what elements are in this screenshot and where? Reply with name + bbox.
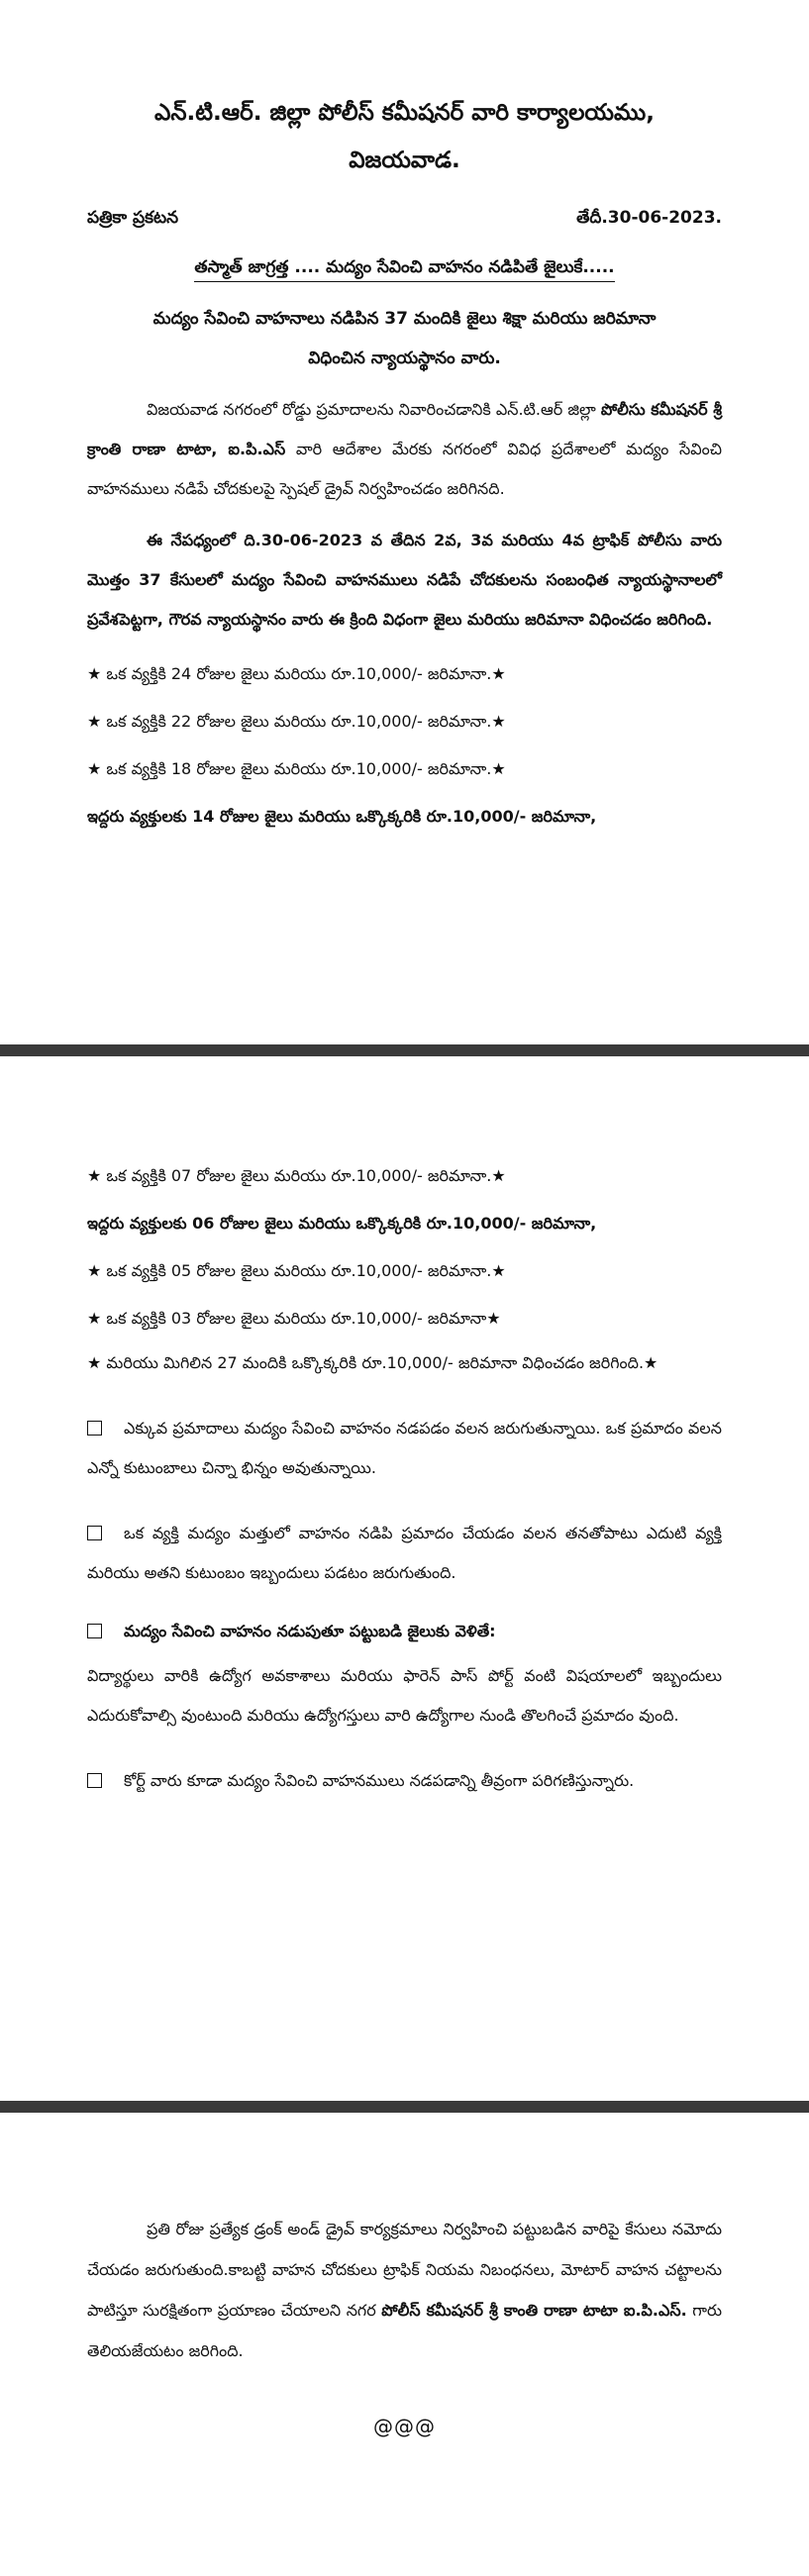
awareness-heading-text: మద్యం సేవించి వాహనం నడుపుతూ పట్టుబడి జైలుకు వెళితే: (124, 1622, 496, 1640)
page-separator (0, 2101, 809, 2113)
checkbox-square-icon (87, 1526, 102, 1540)
end-mark: @@@ (373, 2415, 436, 2438)
consequence-paragraph: విద్యార్థులు వారికి ఉద్యోగ అవకాశాలు మరియు ఫారెన్ పాస్ పోర్ట్ వంటి విషయాలలో ఇబ్బందులు ఎదురుకోవాల్సి వుంటుంది మరియు ఉద్యోగస్తులు వారి ఉద్యోగాల నుండి తొలగించే ప్రమాదం వుంది. (87, 1666, 722, 1725)
awareness-point (87, 1409, 722, 1488)
awareness-point (87, 1514, 722, 1593)
awareness-point (87, 1761, 722, 1801)
subheading (87, 299, 722, 378)
page-2 (0, 1056, 809, 2101)
closing-paragraph (87, 2209, 722, 2371)
press-date: తేదీ.30-06-2023. (576, 208, 722, 228)
press-meta (87, 208, 722, 232)
sentence-item: ★ ఒక వ్యక్తికి 18 రోజుల జైలు మరియు రూ.10,000/- జరిమానా.★ (87, 759, 506, 778)
sentence-item: ★ ఒక వ్యక్తికి 22 రోజుల జైలు మరియు రూ.10,000/- జరిమానా.★ (87, 712, 506, 731)
subheading-line-2: విధించిన న్యాయస్థానం వారు. (308, 348, 501, 368)
press-release-label: పత్రికా ప్రకటన (87, 208, 179, 228)
office-title: ఎన్.టి.ఆర్. జిల్లా పోలీస్ కమీషనర్ వారి కార్యాలయము, (153, 100, 656, 126)
intro-paragraph (87, 390, 722, 509)
cases-paragraph: ఈ నేపధ్యంలో ది.30-06-2023 వ తేదిన 2వ, 3వ మరియు 4వ ట్రాఫిక్ పోలీసు వారు మొత్తం 37 కేసులలో మద్యం సేవించి వాహనములు నడిపే చోదకులను సంబంధిత న్యాయస్థానాలలో ప్రవేశపెట్టగా, గౌరవ న్యాయస్థానం వారు ఈ క్రింది విధంగా జైలు మరియు జరిమానా విధించడం జరిగింది. (87, 531, 722, 629)
page-1 (0, 0, 809, 1044)
subheading-line-1: మద్యం సేవించి వాహనాలు నడిపిన 37 మందికి జైలు శిక్షా మరియు జరిమానా (152, 309, 657, 329)
sentence-item: ★ ఒక వ్యక్తికి 07 రోజుల జైలు మరియు రూ.10,000/- జరిమానా.★ (87, 1166, 506, 1185)
awareness-text: కోర్ట్ వారు కూడా మద్యం సేవించి వాహనములు నడపడాన్ని తీవ్రంగా పరిగణిస్తున్నారు. (124, 1771, 635, 1790)
commissioner-name: పోలీసు కమీషనర్ శ్రీ క్రాంతి రాణా టాటా, ఐ.పి.ఎస్ (87, 400, 723, 458)
page-3 (0, 2113, 809, 2576)
checkbox-square-icon (87, 1773, 102, 1788)
awareness-text: ఒక వ్యక్తి మద్యం మత్తులో వాహనం నడిపి ప్రమాదం చేయడం వలన తనతోపాటు ఎదుటి వ్యక్తి మరియు అతని కుటుంబం ఇబ్బందులు పడటం జరుగుతుంది. (87, 1524, 722, 1582)
checkbox-square-icon (87, 1421, 102, 1436)
intro-text-a: విజయవాడ నగరంలో రోడ్డు ప్రమాదాలను నివారించడానికి ఎన్.టి.ఆర్ జిల్లా (147, 400, 596, 419)
headline-text: తస్మాత్ జాగ్రత్త .... మద్యం సేవించి వాహనం నడిపితే జైలుకే..... (194, 257, 614, 282)
awareness-heading (87, 1619, 722, 1644)
headline (87, 257, 722, 281)
sentence-item: ★ ఒక వ్యక్తికి 05 రోజుల జైలు మరియు రూ.10,000/- జరిమానా.★ (87, 1261, 506, 1280)
checkbox-square-icon (87, 1624, 102, 1638)
sentence-item: ★ ఒక వ్యక్తికి 24 రోజుల జైలు మరియు రూ.10,000/- జరిమానా.★ (87, 664, 506, 683)
commissioner-name: పోలీస్ కమీషనర్ శ్రీ కాంతి రాణా టాటా ఐ.పి.ఎస్. (381, 2301, 687, 2320)
awareness-text: ఎక్కువ ప్రమాదాలు మద్యం సేవించి వాహనం నడపడం వలన జరుగుతున్నాయి. ఒక ప్రమాదం వలన ఎన్నో కుటుంబాలు చిన్నా భిన్నం అవుతున్నాయి. (87, 1419, 722, 1477)
page-separator (0, 1044, 809, 1056)
closing-text-a: ప్రతి రోజు ప్రత్యేక డ్రంక్ అండ్ డ్రైవ్ కార్యక్రమాలు నిర్వహించి పట్టుబడిన వారిపై కేసులు నమోదు చేయడం జరుగుతుంది.కాబట్టి వాహన చోదకులు ట్రాఫిక్ నియమ నిబంధనలు, మోటార్ వాహన చట్టాలను పాటిస్తూ సురక్షితంగా ప్రయాణం చేయాలని నగర (87, 2220, 722, 2320)
closing-text-b: గారు తెలియజేయటం జరిగింది. (87, 2301, 722, 2360)
sentence-item-bold: ఇద్దరు వ్యక్తులకు 14 రోజుల జైలు మరియు ఒక్కొక్కరికి రూ.10,000/- జరిమానా, (87, 807, 597, 826)
intro-text-b: వారి ఆదేశాల మేరకు నగరంలో వివిధ ప్రదేశాలలో మద్యం సేవించి వాహనములు నడిపే చోదకులపై స్పెషల్ డ్రైవ్ నిర్వహించడం జరిగినది. (87, 440, 722, 498)
sentence-item: ★ మరియు మిగిలిన 27 మందికి ఒక్కొక్కరికి రూ.10,000/- జరిమానా విధించడం జరిగింది.★ (87, 1353, 658, 1372)
office-city: విజయవాడ. (349, 148, 460, 173)
sentence-item-bold: ఇద్దరు వ్యక్తులకు 06 రోజుల జైలు మరియు ఒక్కొక్కరికి రూ.10,000/- జరిమానా, (87, 1214, 597, 1233)
sentence-item: ★ ఒక వ్యక్తికి 03 రోజుల జైలు మరియు రూ.10,000/- జరిమానా★ (87, 1309, 501, 1328)
